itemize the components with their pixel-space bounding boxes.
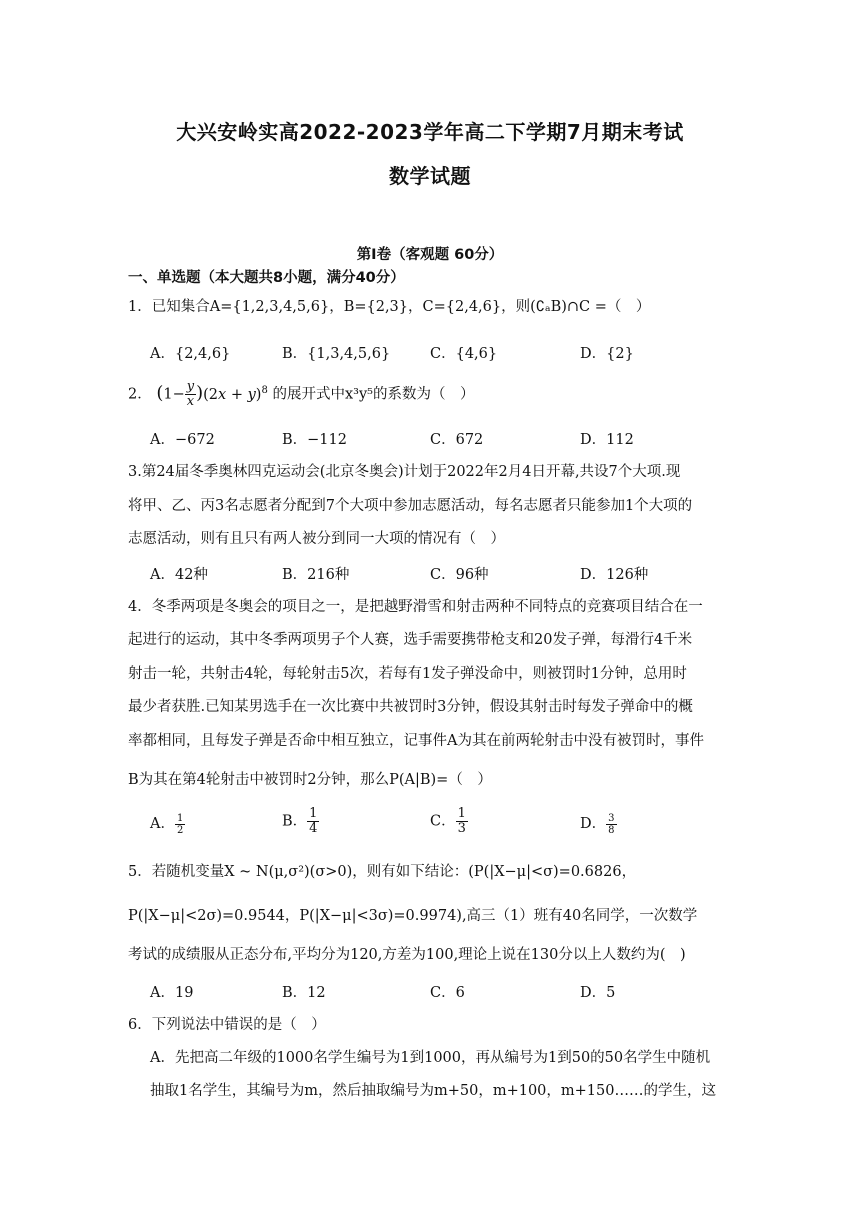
q5-option-d: D．5 — [580, 985, 616, 1001]
question-6-line: A．先把高二年级的1000名学生编号为1到1000，再从编号为1到50的50名学生中随机 — [150, 1050, 711, 1066]
q2-option-a: A．−672 — [150, 432, 215, 448]
question-5-line: 5．若随机变量X ~ N(μ,σ²)(σ>0)，则有如下结论：(P(|X−μ|<σ)=0.6826， — [128, 864, 637, 880]
q2-option-b: B．−112 — [282, 432, 347, 448]
section-heading: 一、单选题（本大题共8小题，满分40分） — [128, 270, 405, 286]
q5-option-c: C．6 — [430, 985, 465, 1001]
q1-option-c: C．{4,6} — [430, 346, 498, 362]
q1-option-b: B．{1,3,4,5,6} — [282, 346, 391, 362]
q5-option-b: B．12 — [282, 985, 326, 1001]
exam-subtitle: 数学试题 — [389, 164, 471, 188]
question-4-line: 射击一轮，共射击4轮，每轮射击5次，若每有1发子弹没命中，则被罚时1分钟，总用时 — [128, 666, 687, 682]
q1-option-a: A．{2,4,6} — [150, 346, 231, 362]
q3-option-a: A．42种 — [150, 567, 208, 583]
question-4-line: B为其在第4轮射击中被罚时2分钟，那么P(A|B)=（ ） — [128, 772, 492, 788]
question-6-stem: 6．下列说法中错误的是（ ） — [128, 1017, 326, 1033]
question-3-line: 志愿活动，则有且只有两人被分到同一大项的情况有（ ） — [128, 531, 505, 547]
q3-option-d: D．126种 — [580, 567, 649, 583]
q2-option-d: D．112 — [580, 432, 634, 448]
q4-option-d: D． $\frac{3}{8}$ — [580, 812, 615, 836]
question-4-line: 起进行的运动，其中冬季两项男子个人赛，选手需要携带枪支和20发子弹，每滑行4千米 — [128, 632, 693, 648]
question-4-line: 4．冬季两项是冬奥会的项目之一，是把越野滑雪和射击两种不同特点的竞赛项目结合在一 — [128, 599, 703, 615]
q4-option-c: C． $\frac{1}{3}$ — [430, 806, 466, 836]
q4-option-b: B． $\frac{1}{4}$ — [282, 806, 318, 836]
q2-expression: ( — [156, 382, 164, 404]
question-3-line: 3.第24届冬季奥林四克运动会(北京冬奥会)计划于2022年2月4日开幕,共设7个大项.现 — [128, 464, 681, 480]
question-3-line: 将甲、乙、丙3名志愿者分配到7个大项中参加志愿活动，每名志愿者只能参加1个大项的 — [128, 498, 693, 514]
q2-fraction: $\frac{y}{x}$ — [186, 379, 195, 409]
q5-option-a: A．19 — [150, 985, 194, 1001]
part-title: 第Ⅰ卷（客观题 60分） — [356, 247, 504, 263]
question-6-line: 抽取1名学生，其编号为m，然后抽取编号为m+50，m+100，m+150……的学生，这 — [150, 1083, 716, 1099]
question-5-line: 考试的成绩服从正态分布,平均分为120,方差为100,理论上说在130分以上人数约为( ) — [128, 947, 686, 963]
question-1-stem: 1．已知集合A={1,2,3,4,5,6}，B={2,3}，C={2,4,6}，则(∁ₐB)∩C =（ ） — [128, 299, 651, 315]
question-4-line: 最少者获胜.已知某男选手在一次比赛中共被罚时3分钟，假设其射击时每发子弹命中的概 — [128, 699, 693, 715]
q2-stem-tail: 的展开式中x³y⁵的系数为（ ） — [272, 386, 475, 403]
q4-option-a: A． $\frac{1}{2}$ — [150, 812, 184, 836]
question-4-line: 率都相同，且每发子弹是否命中相互独立，记事件A为其在前两轮射击中没有被罚时，事件 — [128, 733, 704, 749]
q3-option-b: B．216种 — [282, 567, 350, 583]
q1-option-d: D．{2} — [580, 346, 634, 362]
exam-title: 大兴安岭实高2022-2023学年高二下学期7月期末考试 — [176, 120, 684, 144]
q2-number: 2． — [128, 386, 152, 403]
question-2-stem: 2． (1− $\frac{y}{x}$ )$(2x + y)^8$ 的展开式中x³y⁵的系数为（ ） — [128, 379, 475, 409]
q2-option-c: C．672 — [430, 432, 484, 448]
q3-option-c: C．96种 — [430, 567, 489, 583]
question-5-line: P(|X−μ|<2σ)=0.9544，P(|X−μ|<3σ)=0.9974),高三（1）班有40名同学，一次数学 — [128, 908, 698, 924]
